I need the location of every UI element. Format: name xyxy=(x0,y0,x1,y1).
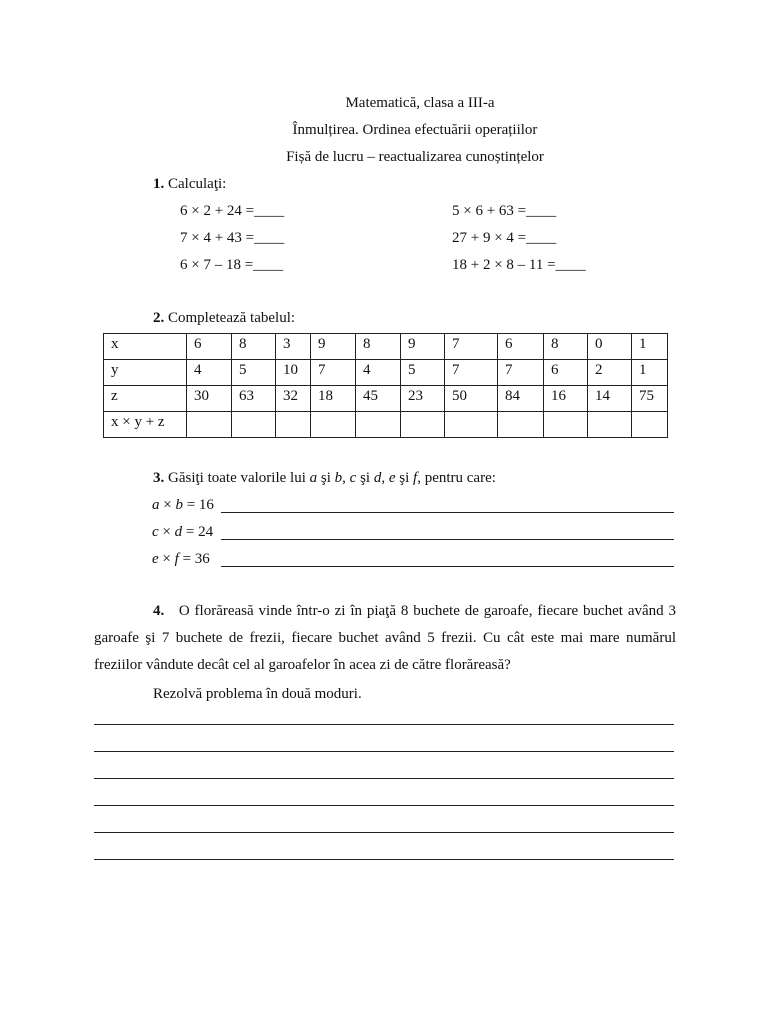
solution-line-4[interactable] xyxy=(94,805,674,806)
table-cell: 32 xyxy=(276,386,311,412)
table-cell: 5 xyxy=(401,360,445,386)
ex1-right-3: 18 + 2 × 8 – 11 =____ xyxy=(452,257,586,273)
answer-cell[interactable] xyxy=(498,412,544,438)
answer-line-cd[interactable] xyxy=(221,539,674,540)
row-label: z xyxy=(104,386,187,412)
exercise-2-title: Completează tabelul: xyxy=(168,310,296,326)
exercise-3-text-end: , pentru care: xyxy=(417,470,496,486)
ex1-left-1: 6 × 2 + 24 =____ xyxy=(180,203,285,219)
table-cell: 8 xyxy=(232,334,276,360)
table-cell: 23 xyxy=(401,386,445,412)
worksheet-subject: Matematică, clasa a III-a xyxy=(345,95,495,111)
var: b xyxy=(175,497,183,513)
table-cell: 4 xyxy=(356,360,401,386)
answer-cell[interactable] xyxy=(187,412,232,438)
equation-ab xyxy=(152,496,214,514)
op: × xyxy=(158,551,175,567)
exercise-1-title: Calculaţi: xyxy=(168,176,227,192)
table-cell: 1 xyxy=(632,360,668,386)
solution-line-6[interactable] xyxy=(94,859,674,860)
worksheet-topic: Înmulțirea. Ordinea efectuării operațiilor xyxy=(292,122,538,138)
equation-ef xyxy=(152,550,210,568)
var-e: e xyxy=(388,470,396,486)
var-b: b xyxy=(334,470,343,486)
ex1-right-2: 27 + 9 × 4 =____ xyxy=(452,230,557,246)
table-cell: 7 xyxy=(498,360,544,386)
var: c xyxy=(152,524,159,540)
table-cell: 6 xyxy=(544,360,588,386)
var: d xyxy=(174,524,183,540)
row-label: x xyxy=(104,334,187,360)
ex1-right-1: 5 × 6 + 63 =____ xyxy=(452,203,557,219)
var: a xyxy=(152,497,160,513)
table-cell: 50 xyxy=(445,386,498,412)
answer-cell[interactable] xyxy=(445,412,498,438)
answer-line-ab[interactable] xyxy=(221,512,674,513)
answer-cell[interactable] xyxy=(232,412,276,438)
row-label: y xyxy=(104,360,187,386)
solution-line-2[interactable] xyxy=(94,751,674,752)
answer-cell[interactable] xyxy=(401,412,445,438)
result: = 36 xyxy=(178,551,210,567)
table-cell: 8 xyxy=(544,334,588,360)
exercise-2-number: 2. xyxy=(153,310,165,326)
table-cell: 7 xyxy=(445,334,498,360)
answer-cell[interactable] xyxy=(356,412,401,438)
table-cell: 75 xyxy=(632,386,668,412)
table-cell: 16 xyxy=(544,386,588,412)
table-row xyxy=(104,360,668,386)
table-row xyxy=(104,412,668,438)
result: = 24 xyxy=(182,524,214,540)
answer-cell[interactable] xyxy=(544,412,588,438)
table-cell: 6 xyxy=(187,334,232,360)
conj: şi xyxy=(317,470,335,486)
table-cell: 18 xyxy=(311,386,356,412)
conj: şi xyxy=(395,470,414,486)
solution-line-3[interactable] xyxy=(94,778,674,779)
row-label: x × y + z xyxy=(104,412,187,438)
exercise-1-number: 1. xyxy=(153,176,165,192)
table-cell: 7 xyxy=(311,360,356,386)
var-a: a xyxy=(309,470,318,486)
table-cell: 6 xyxy=(498,334,544,360)
op: × xyxy=(159,497,176,513)
table-row xyxy=(104,386,668,412)
var-c: c xyxy=(349,470,357,486)
table-cell: 7 xyxy=(445,360,498,386)
var-f: f xyxy=(413,470,418,486)
table-cell: 9 xyxy=(401,334,445,360)
solution-line-1[interactable] xyxy=(94,724,674,725)
table-cell: 30 xyxy=(187,386,232,412)
answer-line-ef[interactable] xyxy=(221,566,674,567)
table-cell: 84 xyxy=(498,386,544,412)
exercise-4-number: 4. xyxy=(153,603,165,619)
table-cell: 9 xyxy=(311,334,356,360)
answer-cell[interactable] xyxy=(311,412,356,438)
table-row xyxy=(104,334,668,360)
answer-cell[interactable] xyxy=(632,412,668,438)
table-cell: 5 xyxy=(232,360,276,386)
exercise-4-text: O florăreasă vinde într-o zi în piaţă 8 buchete de garoafe, fiecare buchet având 3 garoafe şi 7 buchete de frezii, fiecare buchet având 5 frezii. Cu cât este mai mare numărul freziilor vândute decât cel al garoafelor în acea zi de către florăreasă? xyxy=(94,603,677,673)
table-cell: 10 xyxy=(276,360,311,386)
table-cell: 4 xyxy=(187,360,232,386)
values-table xyxy=(103,333,668,438)
conj: şi xyxy=(356,470,374,486)
comma: , xyxy=(342,470,350,486)
answer-cell[interactable] xyxy=(588,412,632,438)
table-cell: 63 xyxy=(232,386,276,412)
table-cell: 14 xyxy=(588,386,632,412)
worksheet-title: Fișă de lucru – reactualizarea cunoștințelor xyxy=(286,149,544,165)
answer-cell[interactable] xyxy=(276,412,311,438)
table-cell: 8 xyxy=(356,334,401,360)
ex1-left-3: 6 × 7 – 18 =____ xyxy=(180,257,284,273)
exercise-3-number: 3. xyxy=(153,470,165,486)
exercise-4-instruction: Rezolvă problema în două moduri. xyxy=(153,686,362,702)
exercise-2-heading xyxy=(153,309,295,327)
var: f xyxy=(174,551,179,567)
exercise-1-heading xyxy=(153,175,226,193)
op: × xyxy=(158,524,175,540)
table-cell: 45 xyxy=(356,386,401,412)
ex1-left-2: 7 × 4 + 43 =____ xyxy=(180,230,285,246)
equation-cd xyxy=(152,523,213,541)
comma: , xyxy=(381,470,389,486)
result: = 16 xyxy=(182,497,214,513)
table-cell: 3 xyxy=(276,334,311,360)
var-d: d xyxy=(373,470,382,486)
exercise-3-text: Găsiţi toate valorile lui xyxy=(168,470,310,486)
table-cell: 1 xyxy=(632,334,668,360)
solution-line-5[interactable] xyxy=(94,832,674,833)
table-cell: 0 xyxy=(588,334,632,360)
exercise-3-heading xyxy=(153,469,496,487)
table-cell: 2 xyxy=(588,360,632,386)
exercise-4-problem xyxy=(94,598,676,679)
var: e xyxy=(152,551,159,567)
